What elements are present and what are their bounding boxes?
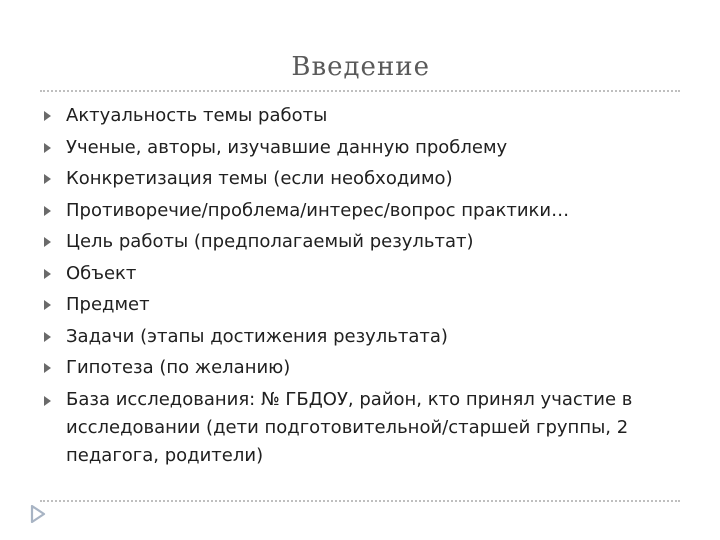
triangle-right-icon	[44, 174, 51, 184]
slide-nav-arrow-icon[interactable]	[30, 505, 46, 523]
slide-title: Введение	[291, 52, 430, 82]
bullet-item	[42, 352, 672, 384]
triangle-right-icon	[44, 206, 51, 216]
bullet-text: Конкретизация темы (если необходимо)	[66, 168, 453, 189]
bullet-item	[42, 195, 672, 227]
bullet-text: Гипотеза (по желанию)	[66, 357, 291, 378]
triangle-right-icon	[44, 143, 51, 153]
bullet-item	[42, 384, 672, 470]
bullet-text: База исследования: № ГБДОУ, район, кто принял участие в исследовании (дети подготовительной/старшей группы, 2 педагога, родители)	[66, 388, 633, 466]
bullet-item	[42, 258, 672, 290]
triangle-right-icon	[44, 332, 51, 342]
triangle-right-icon	[44, 363, 51, 373]
triangle-right-icon	[44, 396, 51, 406]
bullet-item	[42, 321, 672, 353]
bullet-text: Ученые, авторы, изучавшие данную проблему	[66, 136, 508, 158]
bullet-item	[42, 163, 672, 195]
bullet-text: Задачи (этапы достижения результата)	[66, 325, 448, 347]
triangle-right-icon	[44, 111, 51, 121]
bullet-text: Цель работы (предполагаемый результат)	[66, 231, 474, 252]
bullet-list-container	[42, 100, 672, 470]
bullet-text: Актуальность темы работы	[66, 105, 328, 126]
bullet-text: Предмет	[66, 294, 150, 315]
bullet-text: Противоречие/проблема/интерес/вопрос практики…	[66, 199, 570, 221]
bullet-item	[42, 100, 672, 132]
triangle-right-icon	[44, 269, 51, 279]
footer-divider	[40, 500, 680, 502]
bullet-item	[42, 132, 672, 164]
bullet-text: Объект	[66, 262, 137, 284]
title-divider	[40, 90, 680, 92]
bullet-item	[42, 289, 672, 321]
triangle-right-icon	[44, 237, 51, 247]
bullet-item	[42, 226, 672, 258]
bullet-list	[42, 100, 672, 470]
triangle-right-icon	[44, 300, 51, 310]
